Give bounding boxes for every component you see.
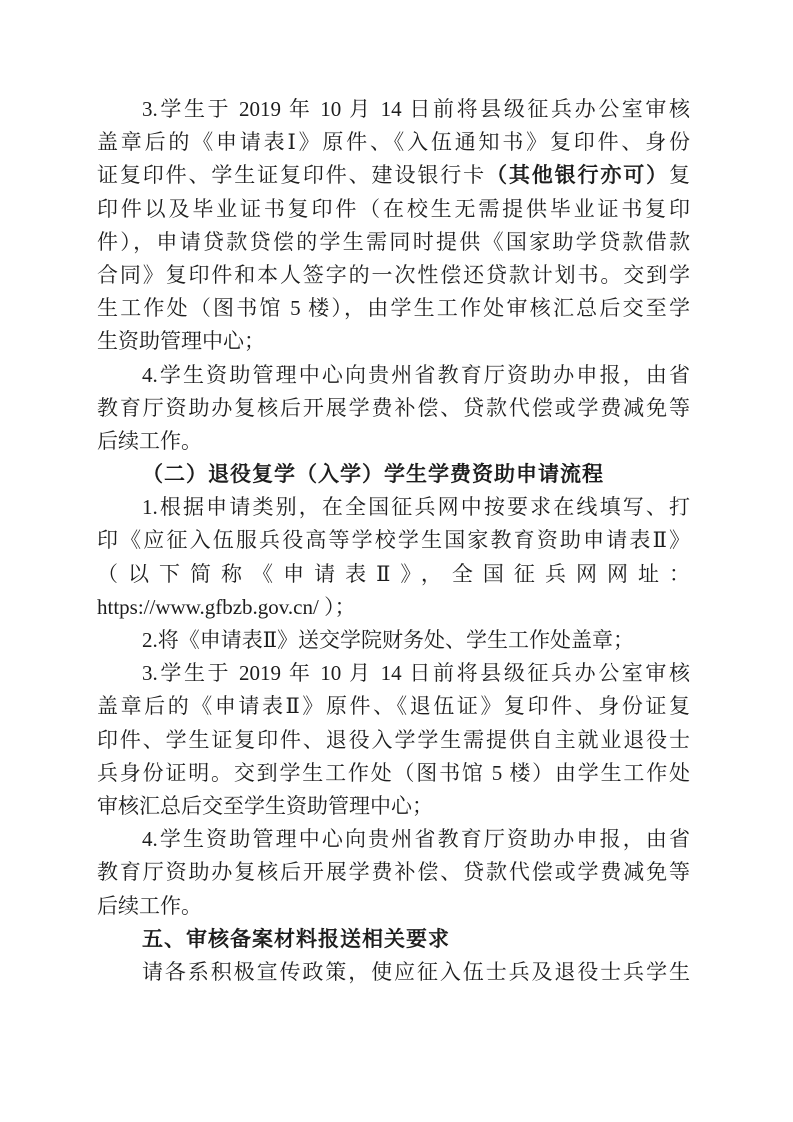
text-line [97, 126, 690, 159]
text-line [97, 591, 690, 624]
text-line [97, 325, 690, 358]
bold-text-run: （其他银行亦可） [485, 164, 670, 188]
text-run: 五、审核备案材料报送相关要求 [142, 927, 450, 951]
text-run: 生资助管理中心； [97, 329, 265, 354]
text-line [97, 159, 690, 192]
text-line [97, 890, 690, 923]
text-run: 1.根据申请类别，在全国征兵网中按要求在线填写、打 [142, 495, 690, 520]
text-line [97, 790, 690, 823]
text-line [97, 624, 690, 657]
text-line [97, 956, 690, 989]
text-line [97, 724, 690, 757]
text-line [97, 193, 690, 226]
text-run: （二）退役复学（入学）学生学费资助申请流程 [142, 463, 604, 487]
section-heading [97, 923, 690, 956]
text-run: 复 [669, 163, 690, 188]
text-line [97, 259, 690, 292]
text-run: （以下简称《申请表Ⅱ》，全国征兵网网址： [97, 561, 690, 586]
text-line [97, 823, 690, 856]
text-line [97, 359, 690, 392]
text-run: 印《应征入伍服兵役高等学校学生国家教育资助申请表Ⅱ》 [97, 528, 690, 553]
text-line [97, 93, 690, 126]
text-line [97, 292, 690, 325]
text-run: 合同》复印件和本人签字的一次性偿还贷款计划书。交到学 [97, 262, 690, 287]
text-run: 件），申请贷款贷偿的学生需同时提供《国家助学贷款借款 [97, 229, 690, 254]
text-run: 请各系积极宣传政策，使应征入伍士兵及退役士兵学生 [142, 959, 690, 984]
text-run: 3.学生于 2019 年 10 月 14 日前将县级征兵办公室审核 [142, 97, 690, 121]
text-run: 后续工作。 [97, 893, 202, 918]
text-run: 后续工作。 [97, 428, 202, 453]
text-run: 盖章后的《申请表Ⅱ》原件、《退伍证》复印件、身份证复 [97, 694, 690, 719]
text-line [97, 657, 690, 690]
text-line [97, 491, 690, 524]
text-run: 证复印件、学生证复印件、建设银行卡 [97, 163, 486, 188]
section-heading [97, 458, 690, 491]
text-line [97, 558, 690, 591]
text-run: 4.学生资助管理中心向贵州省教育厅资助办申报，由省 [142, 362, 690, 387]
text-line [97, 392, 690, 425]
text-line [97, 856, 690, 889]
text-run: 生工作处（图书馆 5 楼），由学生工作处审核汇总后交至学 [97, 296, 690, 321]
text-run: 盖章后的《申请表Ⅰ》原件、《入伍通知书》复印件、身份 [97, 130, 690, 155]
text-line [97, 425, 690, 458]
document-body [97, 93, 690, 989]
text-run: 兵身份证明。交到学生工作处（图书馆 5 楼）由学生工作处 [97, 760, 690, 785]
text-run: https://www.gfbzb.gov.cn/ ）； [97, 594, 356, 619]
text-run: 4.学生资助管理中心向贵州省教育厅资助办申报，由省 [142, 827, 690, 852]
text-run: 印件、学生证复印件、退役入学学生需提供自主就业退役士 [97, 727, 690, 752]
text-line [97, 524, 690, 557]
text-line [97, 226, 690, 259]
text-run: 3.学生于 2019 年 10 月 14 日前将县级征兵办公室审核 [142, 661, 690, 686]
text-run: 教育厅资助办复核后开展学费补偿、贷款代偿或学费减免等 [97, 860, 690, 885]
text-line [97, 690, 690, 723]
text-line [97, 757, 690, 790]
text-run: 印件以及毕业证书复印件（在校生无需提供毕业证书复印 [97, 196, 690, 221]
text-run: 2.将《申请表Ⅱ》送交学院财务处、学生工作处盖章； [142, 628, 635, 652]
text-run: 教育厅资助办复核后开展学费补偿、贷款代偿或学费减免等 [97, 395, 690, 420]
text-run: 审核汇总后交至学生资助管理中心； [97, 793, 433, 818]
